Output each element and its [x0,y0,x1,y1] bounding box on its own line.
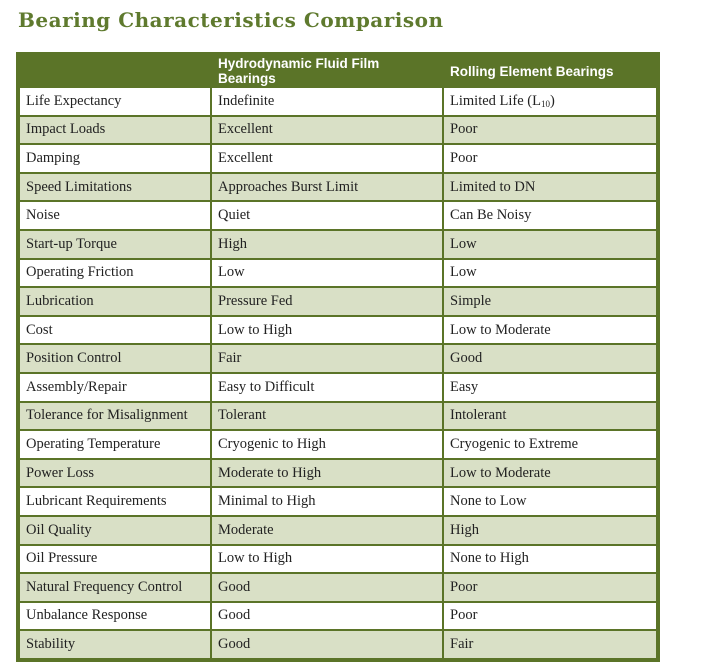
cell-hydrodynamic: Low to High [212,317,442,344]
cell-characteristic: Noise [20,202,210,229]
cell-hydrodynamic: Good [212,631,442,658]
cell-hydrodynamic: Excellent [212,117,442,144]
cell-characteristic: Unbalance Response [20,603,210,630]
header-hydrodynamic: Hydrodynamic Fluid Film Bearings [212,56,442,86]
cell-rolling-element: Poor [444,603,656,630]
cell-hydrodynamic: Moderate [212,517,442,544]
cell-rolling-element: Can Be Noisy [444,202,656,229]
table-row [20,574,656,601]
cell-hydrodynamic: Tolerant [212,403,442,430]
table-row [20,117,656,144]
cell-rolling-element: Low to Moderate [444,460,656,487]
cell-hydrodynamic: Good [212,603,442,630]
cell-hydrodynamic: Moderate to High [212,460,442,487]
table-row [20,260,656,287]
cell-rolling-element: None to High [444,546,656,573]
table-row [20,374,656,401]
comparison-table [18,54,658,660]
cell-rolling-element: Cryogenic to Extreme [444,431,656,458]
table-row [20,231,656,258]
cell-hydrodynamic: Pressure Fed [212,288,442,315]
cell-rolling-element: Good [444,345,656,372]
cell-hydrodynamic: Fair [212,345,442,372]
cell-hydrodynamic: Quiet [212,202,442,229]
table-row [20,631,656,658]
cell-characteristic: Operating Temperature [20,431,210,458]
cell-characteristic: Position Control [20,345,210,372]
table-row [20,517,656,544]
cell-rolling-element: Low to Moderate [444,317,656,344]
cell-characteristic: Oil Pressure [20,546,210,573]
table-row [20,317,656,344]
cell-characteristic: Power Loss [20,460,210,487]
table-row [20,403,656,430]
cell-hydrodynamic: Minimal to High [212,488,442,515]
cell-hydrodynamic: Low [212,260,442,287]
table-row [20,460,656,487]
cell-characteristic: Damping [20,145,210,172]
cell-rolling-element: Low [444,231,656,258]
table-row [20,174,656,201]
table-row [20,288,656,315]
cell-characteristic: Life Expectancy [20,88,210,115]
cell-hydrodynamic: Indefinite [212,88,442,115]
cell-hydrodynamic: High [212,231,442,258]
cell-rolling-element: Limited to DN [444,174,656,201]
cell-characteristic: Stability [20,631,210,658]
cell-rolling-element: Limited Life $(L_{10})$ [444,88,656,115]
cell-rolling-element: Poor [444,145,656,172]
cell-rolling-element: Poor [444,117,656,144]
cell-hydrodynamic: Cryogenic to High [212,431,442,458]
cell-characteristic: Natural Frequency Control [20,574,210,601]
cell-hydrodynamic: Excellent [212,145,442,172]
header-characteristic [20,56,210,86]
cell-hydrodynamic: Low to High [212,546,442,573]
cell-characteristic: Oil Quality [20,517,210,544]
cell-characteristic: Operating Friction [20,260,210,287]
table-row [20,488,656,515]
cell-characteristic: Lubricant Requirements [20,488,210,515]
comparison-table-frame [16,52,660,662]
table-row [20,202,656,229]
cell-rolling-element: Simple [444,288,656,315]
page-title: Bearing Characteristics Comparison [18,8,444,32]
cell-characteristic: Start-up Torque [20,231,210,258]
cell-hydrodynamic: Good [212,574,442,601]
table-row [20,345,656,372]
cell-characteristic: Assembly/Repair [20,374,210,401]
table-body [20,88,656,658]
cell-characteristic: Tolerance for Misalignment [20,403,210,430]
table-row [20,145,656,172]
cell-hydrodynamic: Approaches Burst Limit [212,174,442,201]
cell-rolling-element: None to Low [444,488,656,515]
cell-rolling-element: Easy [444,374,656,401]
cell-characteristic: Lubrication [20,288,210,315]
table-row [20,603,656,630]
table-row [20,431,656,458]
cell-rolling-element: High [444,517,656,544]
cell-characteristic: Impact Loads [20,117,210,144]
cell-rolling-element: Fair [444,631,656,658]
cell-rolling-element: Poor [444,574,656,601]
cell-characteristic: Cost [20,317,210,344]
table-row [20,88,656,115]
cell-characteristic: Speed Limitations [20,174,210,201]
cell-rolling-element: Low [444,260,656,287]
cell-hydrodynamic: Easy to Difficult [212,374,442,401]
cell-rolling-element: Intolerant [444,403,656,430]
table-row [20,546,656,573]
table-header-row [20,56,656,86]
header-rolling-element: Rolling Element Bearings [444,56,656,86]
